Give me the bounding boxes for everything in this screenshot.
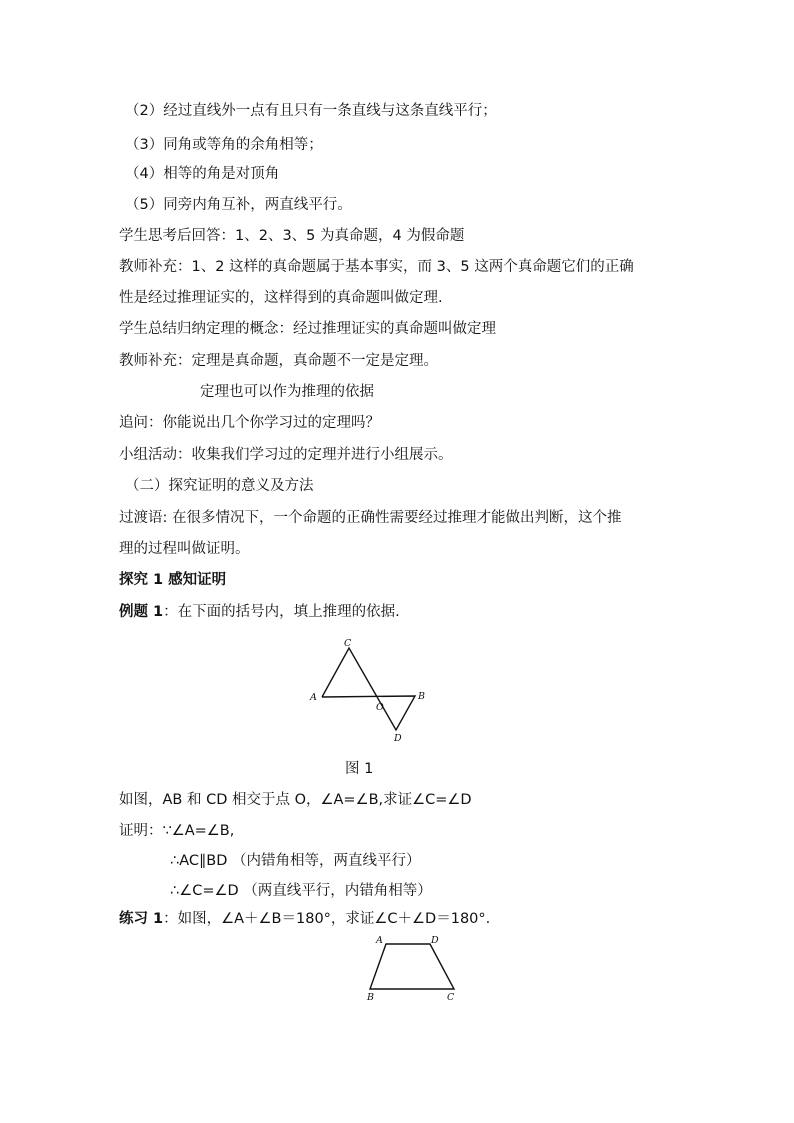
example-line bbox=[119, 603, 400, 621]
figure-1-label-d: D bbox=[394, 733, 402, 744]
text-line-1: （2）经过直线外一点有且只有一条直线与这条直线平行； bbox=[125, 103, 497, 119]
text-line-3: （4）相等的角是对顶角 bbox=[125, 166, 280, 182]
figure-1 bbox=[300, 630, 440, 744]
figure-1-lines bbox=[322, 648, 415, 730]
text-line-4: （5）同旁内角互补，两直线平行。 bbox=[125, 197, 352, 213]
figure-2-quadrilateral bbox=[370, 944, 454, 989]
figure-2-label-c: C bbox=[447, 992, 455, 1003]
text-line-2: （3）同角或等角的余角相等； bbox=[125, 137, 323, 153]
text-line-12: 小组活动：收集我们学习过的定理并进行小组展示。 bbox=[119, 447, 453, 463]
figure-1-caption: 图 1 bbox=[345, 761, 374, 777]
example-label: 例题 1 bbox=[119, 604, 164, 620]
exercise-label: 练习 1 bbox=[119, 911, 164, 927]
exercise-text: ：如图，∠A＋∠B＝180°，求证∠C＋∠D＝180°. bbox=[163, 911, 491, 927]
figure-1-label-c: C bbox=[344, 638, 352, 649]
figure-2-label-a: A bbox=[376, 935, 383, 946]
proof-line-3: ∴AC∥BD （内错角相等，两直线平行） bbox=[170, 853, 421, 869]
text-line-11: 追问：你能说出几个你学习过的定理吗？ bbox=[119, 415, 380, 431]
section-heading: 探究 1 感知证明 bbox=[119, 572, 227, 588]
text-line-15: 理的过程叫做证明。 bbox=[119, 541, 250, 557]
text-line-13: （二）探究证明的意义及方法 bbox=[125, 478, 314, 494]
text-line-14: 过渡语: 在很多情况下，一个命题的正确性需要经过推理才能做出判断，这个推 bbox=[119, 510, 622, 526]
text-line-9: 教师补充：定理是真命题，真命题不一定是定理。 bbox=[119, 353, 438, 369]
example-text: ：在下面的括号内，填上推理的依据. bbox=[163, 604, 400, 620]
exercise-line bbox=[119, 910, 490, 928]
text-line-10: 定理也可以作为推理的依据 bbox=[200, 384, 374, 400]
figure-2 bbox=[360, 930, 470, 1005]
proof-line-2: 证明：∵∠A=∠B, bbox=[119, 823, 235, 839]
figure-1-label-a: A bbox=[310, 692, 317, 703]
text-line-6: 教师补充：1、2 这样的真命题属于基本事实，而 3、5 这两个真命题它们的正确 bbox=[119, 259, 634, 275]
figure-2-label-d: D bbox=[431, 935, 439, 946]
text-line-5: 学生思考后回答：1、2、3、5 为真命题，4 为假命题 bbox=[119, 228, 465, 244]
text-line-7: 性是经过推理证实的，这样得到的真命题叫做定理. bbox=[119, 290, 443, 306]
figure-1-label-o: O bbox=[376, 702, 384, 713]
figure-1-label-b: B bbox=[418, 691, 425, 702]
figure-2-label-b: B bbox=[367, 992, 374, 1003]
text-line-8: 学生总结归纳定理的概念：经过推理证实的真命题叫做定理 bbox=[119, 321, 496, 337]
proof-line-1: 如图，AB 和 CD 相交于点 O，∠A=∠B,求证∠C=∠D bbox=[119, 792, 472, 808]
proof-line-4: ∴∠C=∠D （两直线平行，内错角相等） bbox=[170, 883, 432, 899]
